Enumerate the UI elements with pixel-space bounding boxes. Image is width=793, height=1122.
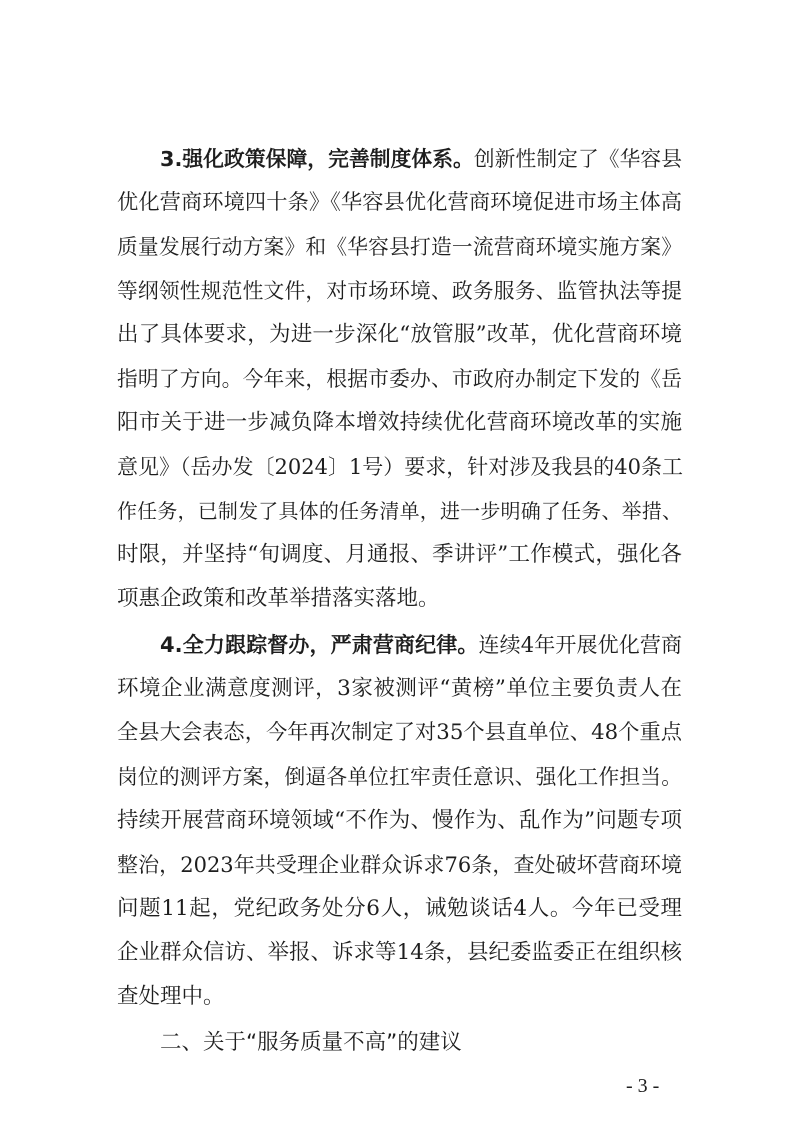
paragraph-3-line: 优化营商环境四十条》《华容县优化营商环境促进市场主体高: [117, 190, 682, 215]
paragraph-4-line: 环境企业满意度测评，3家被测评“黄榜”单位主要负责人在: [117, 676, 682, 701]
paragraph-3-line: 质量发展行动方案》和《华容县打造一流营商环境实施方案》: [117, 235, 682, 259]
page-number: - 3 -: [626, 1075, 660, 1097]
paragraph-3-line: 阳市关于进一步减负降本增效持续优化营商环境改革的实施: [117, 410, 682, 435]
paragraph-3-line-1-text: 创新性制定了《华容县: [473, 147, 682, 171]
paragraph-3-line: 指明了方向。今年来，根据市委办、市政府办制定下发的《岳: [117, 367, 682, 391]
paragraph-3-line-1: [160, 137, 682, 181]
paragraph-3-line: 出了具体要求，为进一步深化“放管服”改革，优化营商环境: [117, 322, 682, 347]
paragraph-3-line: 时限，并坚持“旬调度、月通报、季讲评”工作模式，强化各: [117, 542, 682, 567]
paragraph-4-line-1-text: 连续4年开展优化营商: [478, 633, 682, 657]
paragraph-3-lead: 3.强化政策保障，完善制度体系。: [160, 147, 474, 171]
paragraph-4-line: 问题11起，党纪政务处分6人，诫勉谈话4人。今年已受理: [117, 896, 682, 921]
paragraph-4-line: 企业群众信访、举报、诉求等14条，县纪委监委正在组织核: [117, 940, 682, 965]
paragraph-3-line: 作任务，已制发了具体的任务清单，进一步明确了任务、举措、: [117, 499, 682, 523]
paragraph-4-lead: 4.全力跟踪督办，严肃营商纪律。: [160, 633, 479, 657]
paragraph-4-line-1: [160, 623, 682, 667]
paragraph-4-line: 查处理中。: [117, 984, 225, 1009]
paragraph-4-line: 持续开展营商环境领域“不作为、慢作为、乱作为”问题专项: [117, 808, 682, 833]
paragraph-4-line: 全县大会表态，今年再次制定了对35个县直单位、48个重点: [117, 720, 682, 745]
paragraph-3-line: 等纲领性规范性文件，对市场环境、政务服务、监管执法等提: [117, 279, 682, 303]
paragraph-3-line: 项惠企政策和改革举措落实落地。: [117, 586, 440, 611]
paragraph-4-line: 岗位的测评方案，倒逼各单位扛牢责任意识、强化工作担当。: [117, 765, 682, 789]
paragraph-3-line: 意见》（岳办发〔2024〕1号）要求，针对涉及我县的40条工: [117, 455, 684, 479]
paragraph-4-line: 整治，2023年共受理企业群众诉求76条，查处破坏营商环境: [117, 853, 682, 877]
section-heading: 二、关于“服务质量不高”的建议: [160, 1030, 462, 1055]
